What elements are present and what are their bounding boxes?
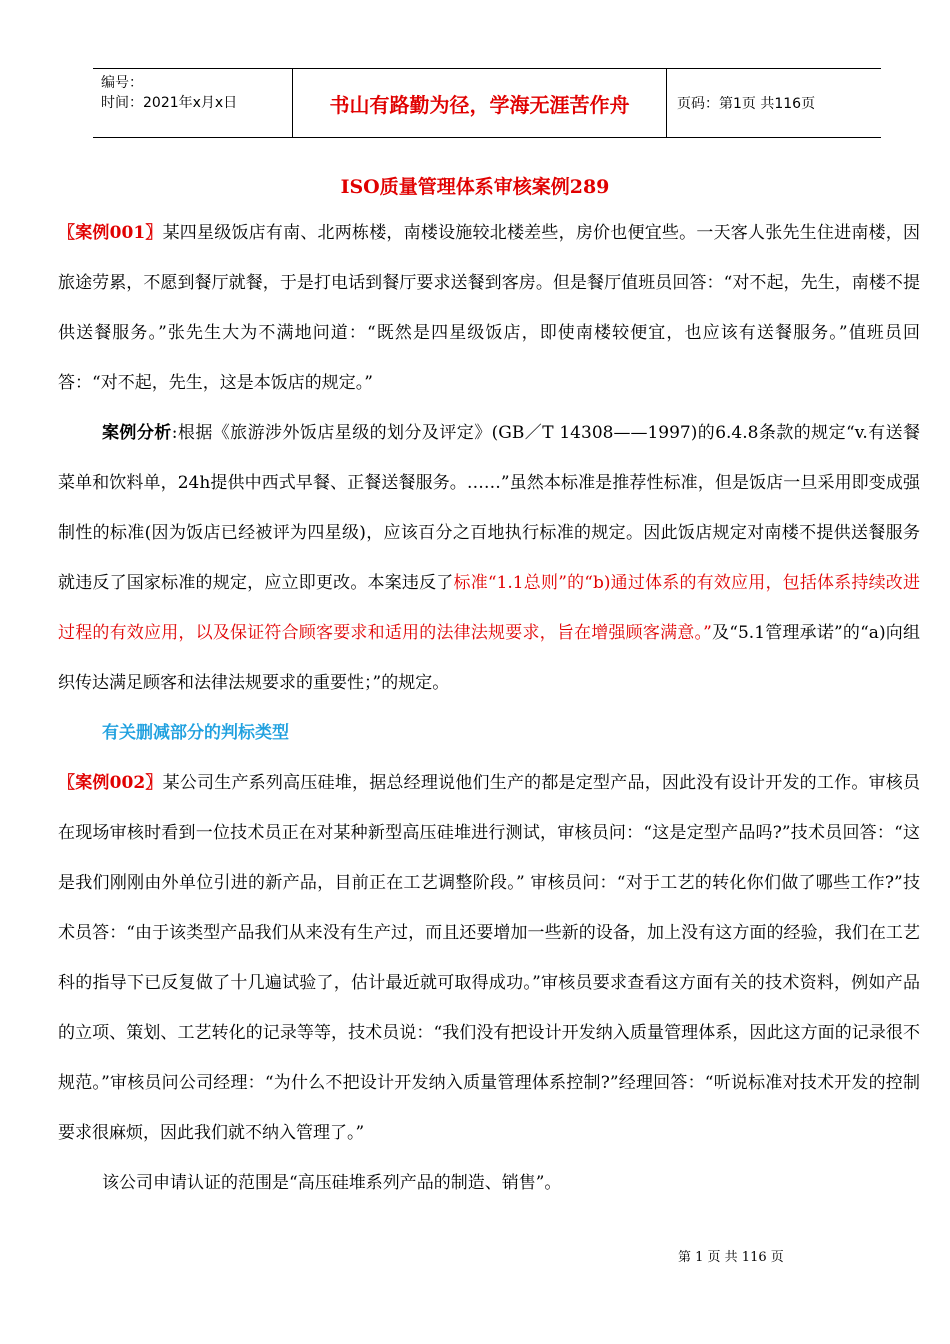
case-001-text: 某四星级饭店有南、北两栋楼，南楼设施较北楼差些，房价也便宜些。一天客人张先生住进南楼，因旅途劳累，不愿到餐厅就餐，于是打电话到餐厅要求送餐到客房。但是餐厅值班员回答：“对不起，先生，南楼不提供送餐服务。”张先生大为不满地问道：“既然是四星级饭店，即使南楼较便宜，也应该有送餐服务。”值班员回答：“对不起，先生，这是本饭店的规定。” <box>58 223 920 393</box>
scope-paragraph: 该公司申请认证的范围是“高压硅堆系列产品的制造、销售”。 <box>102 1173 562 1193</box>
header-meta <box>93 69 293 137</box>
time-label: 时间：2021年x月x日 <box>101 95 238 111</box>
case-001-analysis <box>58 408 920 708</box>
header-motto: 书山有路勤为径，学海无涯苦作舟 <box>293 69 667 137</box>
header-page-info: 页码：第1页 共116页 <box>677 96 816 112</box>
analysis-text-end: 及“5.1管理承诺”的“a)向组织传达满足顾客和法律法规要求的重要性；”的规定。 <box>58 623 920 693</box>
page-footer: 第 1 页 共 116 页 <box>678 1250 784 1265</box>
case-002-text: 某公司生产系列高压硅堆，据总经理说他们生产的都是定型产品，因此没有设计开发的工作。审核员在现场审核时看到一位技术员正在对某种新型高压硅堆进行测试，审核员问：“这是定型产品吗?”技术员回答：“这是我们刚刚由外单位引进的新产品，目前正在工艺调整阶段。” 审核员问：“对于工艺的转化你们做了哪些工作?”技术员答：“由于该类型产品我们从来没有生产过，而且还要增加一些新的设备，加上没有这方面的经验，我们在工艺科的指导下已反复做了十几遍试验了，估计最近就可取得成功。”审核员要求查看这方面有关的技术资料，例如产品的立项、策划、工艺转化的记录等等，技术员说：“我们没有把设计开发纳入质量管理体系，因此这方面的记录很不规范。”审核员问公司经理：“为什么不把设计开发纳入质量管理体系控制?”经理回答：“听说标准对技术开发的控制要求很麻烦，因此我们就不纳入管理了。” <box>58 773 920 1143</box>
case-001-tag: 〖案例001〗 <box>58 223 163 243</box>
document-title: ISO质量管理体系审核案例289 <box>340 176 610 198</box>
case-002-tag: 〖案例002〗 <box>58 773 163 793</box>
case-002-paragraph <box>58 758 920 1158</box>
case-001-paragraph <box>58 208 920 408</box>
analysis-red-clause: 标准“1.1总则”的“b)通过体系的有效应用，包括体系持续改进过程的有效应用，以及保证符合顾客要求和适用的法律法规要求，旨在增强顾客满意。” <box>58 573 921 643</box>
analysis-text: :根据《旅游涉外饭店星级的划分及评定》(GB／T 14308——1997)的6.4.8条款的规定“v.有送餐菜单和饮料单，24h提供中西式早餐、正餐送餐服务。……”虽然本标准是推荐性标准，但是饭店一旦采用即变成强制性的标准(因为饭店已经被评为四星级)，应该百分之百地执行标准的规定。因此饭店规定对南楼不提供送餐服务就违反了国家标准的规定，应立即更改。本案违反了 <box>58 423 921 593</box>
page-header <box>93 68 881 138</box>
section-heading: 有关删减部分的判标类型 <box>102 723 289 743</box>
number-label: 编号： <box>101 75 143 91</box>
analysis-label: 案例分析 <box>102 423 172 443</box>
